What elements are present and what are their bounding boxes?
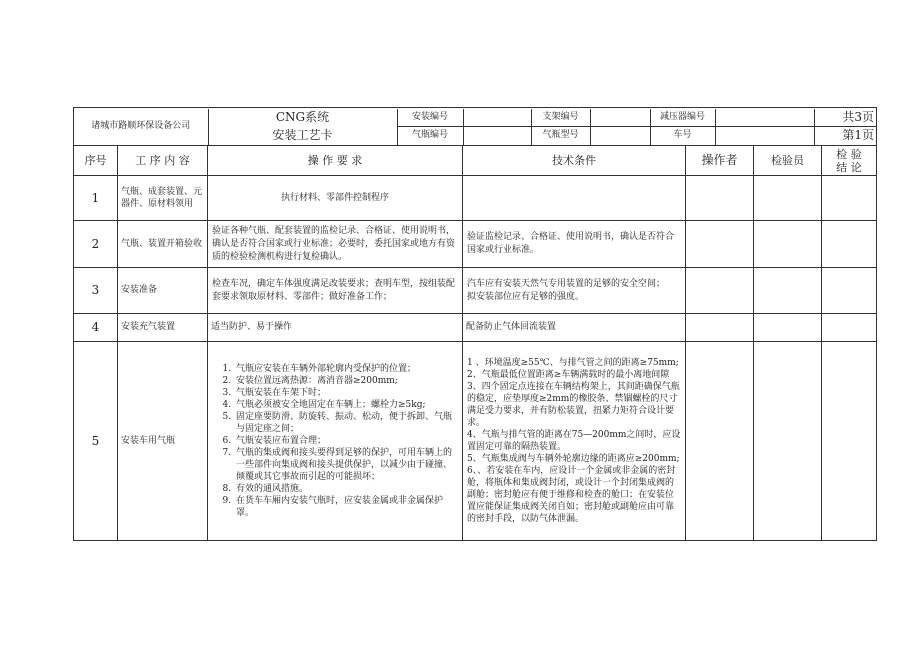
cylinder-no-value [463,127,531,145]
row-operator[interactable] [686,221,754,268]
row-conclusion[interactable] [822,342,877,541]
row-requirements: 执行材料、零部件控制程序 [208,176,463,221]
row-inspector[interactable] [754,176,822,221]
row-number: 3 [74,268,118,314]
system-name: CNG系统 [208,109,397,127]
list-item: 5. 固定座要防滑、防旋转、振动、松动，便于拆卸、气瓶与固定座之间； [234,411,456,435]
list-item: 3. 气瓶安装在车架下时； [234,387,456,399]
row-conclusion[interactable] [822,314,877,342]
header-grid [74,109,877,145]
process-card-table [73,107,877,541]
tech-item: 6、、若安装在车内，应设计一个金属或非金属的密封舱，将瓶体和集成阀封闭，或设计一个封闭集成阀的副舱；密封舱应有便于维修和检查的舱口；在安装位置应能保证集成阀关闭自如；密封舱或副舱应由可靠的密封手段，以防气体泄漏。 [467,466,676,524]
row-tech [463,342,686,541]
row-conclusion[interactable] [822,176,877,221]
install-no-label: 安装编号 [397,109,463,127]
row-requirements: 检查车况，确定车体强度满足改装要求；查明车型，按组装配套要求领取原材料、零部件；做好准备工作； [208,268,463,314]
company-name: 诸城市路顺环保设备公司 [74,109,208,145]
row-process: 安装准备 [118,268,208,314]
row-process: 安装车用气瓶 [118,342,208,541]
list-item: 4. 气瓶必须被安全地固定在车辆上；螺栓力≥5kg; [234,399,456,411]
row-tech [463,176,686,221]
install-no-value [463,109,531,127]
card-title: 安装工艺卡 [208,127,397,145]
row-operator[interactable] [686,342,754,541]
table-row [74,176,877,221]
row-tech [463,268,686,314]
cylinder-type-value [590,127,650,145]
page-number: 第1页 [814,127,877,145]
row-conclusion[interactable] [822,221,877,268]
row-tech: 配备防止气体回流装置 [463,314,686,342]
row-tech: 验证监检记录、合格证、使用说明书，确认是否符合国家或行业标准。 [463,221,686,268]
row-inspector[interactable] [754,268,822,314]
row-requirements: 适当防护、易于操作 [208,314,463,342]
list-item: 7. 气瓶的集成阀和接头要得到足够的保护，可用车辆上的一些部件向集成阀和接头提供保护，以减少由于碰撞、倾覆或其它事故而引起的可能损坏； [234,447,456,483]
row-process: 气瓶、成套装置、元器件、原材料领用 [118,176,208,221]
table-row [74,221,877,268]
table-row [74,268,877,314]
row-number: 1 [74,176,118,221]
row-number: 5 [74,342,118,541]
row-operator[interactable] [686,268,754,314]
tech-item: 3、四个固定点连接在车辆结构架上，其间距确保气瓶的稳定，应垫厚度≥2mm的橡胶条、禁锢螺栓的尺寸满足受力要求，并有防松装置，扭紧力矩符合设计要求。 [467,382,680,428]
cylinder-no-label: 气瓶编号 [397,127,463,145]
row-number: 2 [74,221,118,268]
col-conclusion-line2: 结 论 [836,160,862,174]
list-item: 1. 气瓶应安装在车辆外部轮廓内受保护的位置； [234,363,456,375]
list-item: 8. 有效的通风措施。 [234,483,456,495]
bracket-no-label: 支架编号 [531,109,590,127]
col-inspector: 检验员 [754,146,822,176]
tech-item: 1 、环境温度≥55℃、与排气管之间的距离≥75mm; [467,358,679,368]
table-row [74,342,877,541]
vehicle-no-label: 车号 [650,127,715,145]
tech-line: 拟安装部位应有足够的强度。 [467,291,585,302]
table-row [74,314,877,342]
list-item: 9. 在货车车厢内安装气瓶时，应安装金属或非金属保护罩。 [234,495,456,519]
requirements-list [214,363,456,519]
col-conclusion-line1: 检 验 [836,147,862,161]
col-conclusion [822,146,877,176]
row-process: 安装充气装置 [118,314,208,342]
col-operator: 操作者 [686,146,754,176]
row-operator[interactable] [686,314,754,342]
col-requirements: 操 作 要 求 [208,146,463,176]
vehicle-no-value [715,127,814,145]
row-operator[interactable] [686,176,754,221]
row-conclusion[interactable] [822,268,877,314]
col-tech: 技术条件 [463,146,686,176]
tech-item: 4、气瓶与排气管的距离在75—200mm之间时，应设置固定可靠的隔热装置。 [467,430,681,452]
reducer-no-value [715,109,814,127]
row-inspector[interactable] [754,342,822,541]
row-inspector[interactable] [754,221,822,268]
row-process: 气瓶、装置开箱验收 [118,221,208,268]
bracket-no-value [590,109,650,127]
tech-item: 5、气瓶集成阀与车辆外轮廓边缘的距离应≥200mm; [467,454,680,464]
list-item: 6. 气瓶安装应布置合理； [234,435,456,447]
col-process: 工 序 内 容 [118,146,208,176]
col-seq: 序号 [74,146,118,176]
row-requirements [208,342,463,541]
cylinder-type-label: 气瓶型号 [531,127,590,145]
tech-line: 汽车应有安装天然气专用装置的足够的安全空间； [467,278,666,289]
list-item: 2. 安装位置远离热源：离消音器≥200mm; [234,375,456,387]
total-pages: 共3页 [814,109,877,127]
row-inspector[interactable] [754,314,822,342]
tech-item: 2、气瓶最低位置距离≥车辆满载时的最小离地间隙 [467,370,670,380]
row-number: 4 [74,314,118,342]
reducer-no-label: 减压器编号 [650,109,715,127]
row-requirements: 验证各种气瓶、配套装置的监检记录、合格证、使用说明书，确认是否符合国家或行业标准；必要时，委托国家或地方有资质的检验检测机构进行复检确认。 [208,221,463,268]
